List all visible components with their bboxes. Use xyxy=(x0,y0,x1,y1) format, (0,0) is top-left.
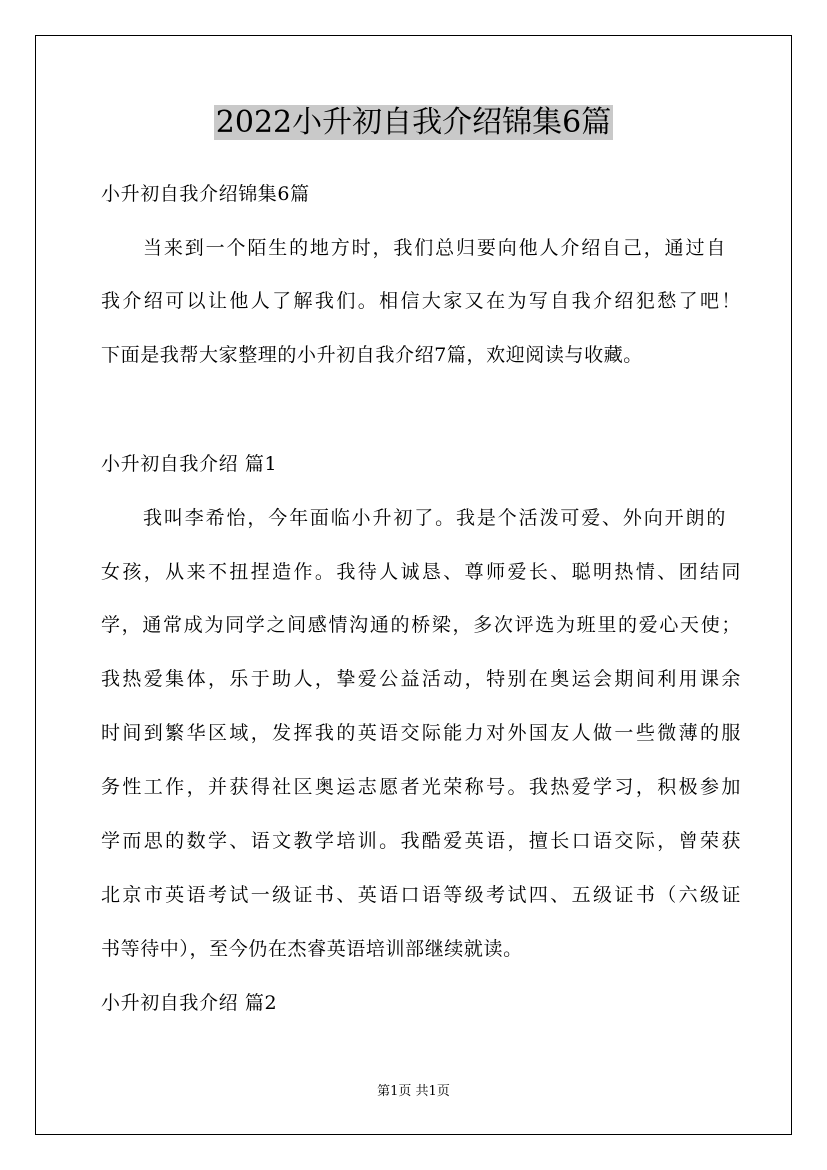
section1-line: 时间到繁华区域，发挥我的英语交际能力对外国友人做一些微薄的服 xyxy=(101,722,741,744)
page-footer: 第1页 共1页 xyxy=(377,1084,450,1099)
section1-line: 学，通常成为同学之间感情沟通的桥梁，多次评选为班里的爱心天使； xyxy=(101,614,741,636)
intro-line: 当来到一个陌生的地方时，我们总归要向他人介绍自己，通过自 xyxy=(143,237,726,259)
section1-line: 北京市英语考试一级证书、英语口语等级考试四、五级证书（六级证 xyxy=(101,884,741,906)
section1-line: 书等待中），至今仍在杰睿英语培训部继续就读。 xyxy=(101,938,523,960)
section-heading-2: 小升初自我介绍 篇2 xyxy=(101,992,278,1014)
section1-line: 我叫李希怡，今年面临小升初了。我是个活泼可爱、外向开朗的 xyxy=(143,507,726,529)
intro-line: 我介绍可以让他人了解我们。相信大家又在为写自我介绍犯愁了吧！ xyxy=(101,290,741,312)
section1-line: 我热爱集体，乐于助人，挚爱公益活动，特别在奥运会期间利用课余 xyxy=(101,668,741,690)
section1-line: 学而思的数学、语文教学培训。我酷爱英语，擅长口语交际，曾荣获 xyxy=(101,830,741,852)
intro-line: 下面是我帮大家整理的小升初自我介绍7篇，欢迎阅读与收藏。 xyxy=(101,344,643,366)
section1-line: 女孩，从来不扭捏造作。我待人诚恳、尊师爱长、聪明热情、团结同 xyxy=(101,561,741,583)
document-title: 2022小升初自我介绍锦集6篇 xyxy=(215,105,612,140)
section1-line: 务性工作，并获得社区奥运志愿者光荣称号。我热爱学习，积极参加 xyxy=(101,776,741,798)
section-heading-1: 小升初自我介绍 篇1 xyxy=(101,453,278,475)
document-subtitle: 小升初自我介绍锦集6篇 xyxy=(101,183,310,205)
